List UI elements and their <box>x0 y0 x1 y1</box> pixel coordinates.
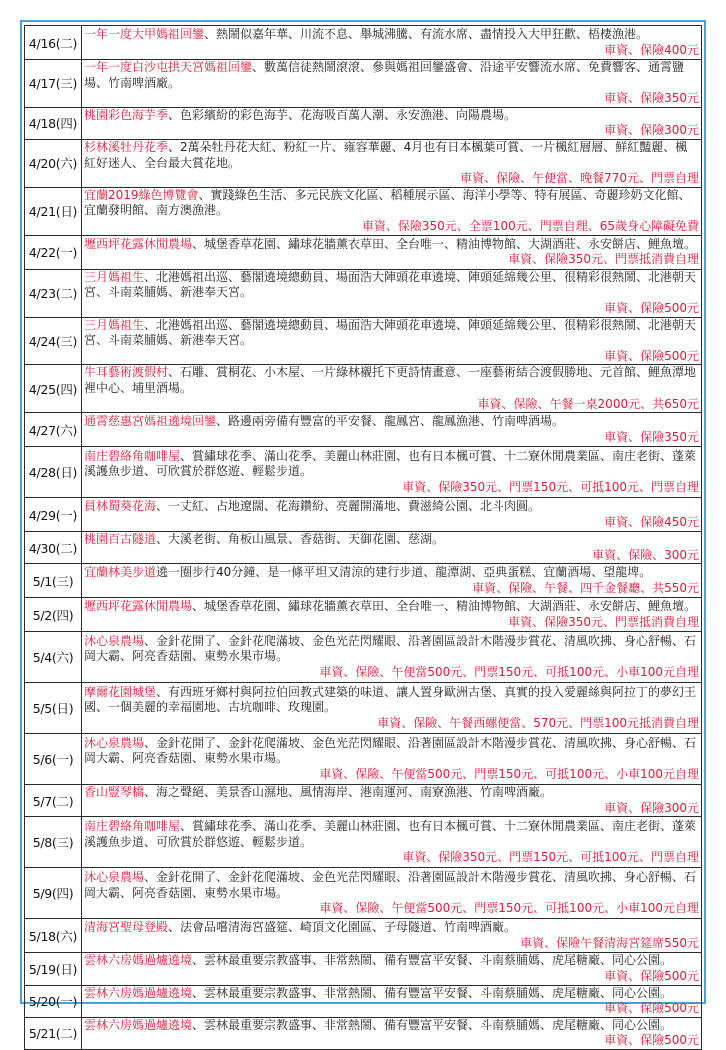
trip-date: 5/4(六) <box>25 632 82 683</box>
trip-description-cell <box>82 60 702 108</box>
trip-row <box>25 919 702 953</box>
trip-row <box>25 985 702 1017</box>
trip-details: 、2萬朵牡丹花大紅、粉紅一片、雍容華麗、4月也有日本楓葉可賞、一片楓紅層層、鮮紅豔麗、楓紅好迷人、全台最大賞花地。 <box>84 139 688 170</box>
trip-description-cell <box>82 139 702 187</box>
trip-row <box>25 187 702 235</box>
trip-details: 、有西班牙鄉村與阿拉伯回教式建築的味道、讓人置身歐洲古堡、真實的投入愛麗絲與阿拉丁的夢幻王國、一個美麗的幸福園地、古坑咖啡、玫瑰園。 <box>84 684 697 715</box>
trip-row <box>25 60 702 108</box>
trip-title: 沐心泉農場 <box>84 870 145 885</box>
trip-title: 南庄碧絡角咖啡屋 <box>84 448 181 463</box>
trip-cost: 車資、保險、午便當500元、門票150元、可抵100元、小車100元自理 <box>319 901 699 916</box>
trip-description-cell <box>82 532 702 564</box>
trip-row <box>25 532 702 564</box>
trip-cost: 車資、保險、午餐一桌2000元、共650元 <box>477 396 699 411</box>
trip-title: 三月媽祖生 <box>84 269 145 284</box>
trip-date: 4/23(二) <box>25 269 82 317</box>
trip-description-cell <box>82 413 702 447</box>
trip-title: 一年一度大甲媽祖回鑾 <box>84 26 205 41</box>
trip-cost: 車資、保險、午便當、晚餐770元、門票自理 <box>460 171 699 186</box>
trip-description-cell <box>82 985 702 1017</box>
trip-date: 4/24(三) <box>25 317 82 365</box>
trip-title: 三月媽祖生 <box>84 317 145 332</box>
trip-title: 壢西坪花露休閒農場 <box>84 599 193 614</box>
trip-title: 杉林溪牡丹花季 <box>84 139 169 154</box>
trip-cost: 車資、保險350元 <box>604 429 699 444</box>
trip-row <box>25 317 702 365</box>
trip-cost: 車資、保險350元、門票150元、可抵100元、門票自理 <box>402 850 699 865</box>
trip-date: 4/30(二) <box>25 532 82 564</box>
trip-date: 5/7(二) <box>25 785 82 817</box>
trip-date: 4/29(一) <box>25 498 82 532</box>
trip-details: 、金針花開了、金針花爬滿坡、金色光茫閃耀眼、沿著園區設計木階漫步賞花、清風吹拂、身心舒暢、石岡大霸、阿亮香菇園、東勢水果市場。 <box>84 870 697 900</box>
trip-details: 、北港媽祖出巡、藝閣遶境總動員、場面浩大陣頭花車遶境、陣頭延綿幾公里、很精彩很熱鬧、北港朝天宮、斗南菜脯媽、新港奉天宮。 <box>84 317 697 348</box>
trip-schedule-table <box>24 25 702 1050</box>
trip-row <box>25 447 702 498</box>
trip-details: 、一丈紅、占地遼闊、花海鑽紛、亮麗開滿地、費滋綺公園、北斗肉圓。 <box>156 499 541 513</box>
trip-details: 、金針花開了、金針花爬滿坡、金色光茫閃耀眼、沿著園區設計木階漫步賞花、清風吹拂、身心舒暢、石岡大霸、阿亮香菇園、東勢水果市場。 <box>84 633 697 664</box>
trip-description-cell <box>82 447 702 498</box>
trip-description-cell <box>82 683 702 734</box>
trip-cost: 車資、保險450元 <box>604 514 699 529</box>
trip-schedule-body <box>25 26 702 1050</box>
trip-title: 桃園彩色海芋季 <box>84 107 169 122</box>
trip-title: 雲林六房媽過爐遶境 <box>84 1017 193 1032</box>
trip-description-cell <box>82 365 702 413</box>
trip-row <box>25 1017 702 1049</box>
trip-title: 雲林六房媽過爐遶境 <box>84 985 193 1000</box>
trip-row <box>25 139 702 187</box>
trip-details: 、石雕、賞桐花、小木屋、一片綠林襯托下更詩情畫意、一座藝術結合渡假勝地、元首館、鯉魚潭地裡中心、埔里酒場。 <box>84 365 697 395</box>
trip-description-cell <box>82 26 702 60</box>
trip-title: 桃園百古隧道 <box>84 532 157 547</box>
trip-date: 5/2(四) <box>25 598 82 632</box>
trip-details: 、熱鬧似嘉年華、川流不息、舉城沸騰、有流水席、盡情投入大甲狂歡、梧棲漁港。 <box>204 26 649 41</box>
trip-date: 4/21(日) <box>25 187 82 235</box>
trip-description-cell <box>82 953 702 985</box>
trip-date: 4/17(三) <box>25 60 82 108</box>
trip-details: 、大溪老街、角板山風景、香菇街、天御花園、慈湖。 <box>156 532 445 547</box>
trip-date: 5/21(二) <box>25 1017 82 1049</box>
trip-date: 5/6(一) <box>25 734 82 785</box>
trip-title: 香山豎琴橋 <box>84 785 145 800</box>
trip-details: 、城堡香草花園、繡球花牆薰衣草田、全台唯一、精油博物館、大湖酒莊、永安餅店、鯉魚壇。 <box>192 599 697 614</box>
trip-title: 南庄碧絡角咖啡屋 <box>84 819 181 834</box>
trip-row <box>25 953 702 985</box>
trip-date: 4/22(一) <box>25 235 82 269</box>
trip-cost: 車資、保險、午餐、四千金餐廳、共550元 <box>472 580 699 595</box>
trip-date: 5/8(三) <box>25 817 82 868</box>
trip-date: 4/16(二) <box>25 26 82 60</box>
trip-title: 摩爾花園城堡 <box>84 684 157 699</box>
trip-row <box>25 365 702 413</box>
trip-cost: 車資、保險350元、全票100元、門票自理、65歲身心障礙免費 <box>361 219 699 234</box>
trip-details: 、雲林最重要宗教盛事、非常熱鬧、備有豐富平安餐、斗南蔡脯媽、虎尾糖廠、同心公園。 <box>192 1017 673 1032</box>
trip-description-cell <box>82 564 702 598</box>
trip-description-cell <box>82 187 702 235</box>
trip-date: 5/5(日) <box>25 683 82 734</box>
trip-row <box>25 632 702 683</box>
trip-cost: 車資、保險350元 <box>604 91 699 106</box>
trip-cost: 車資、保險350元、門票150元、可抵100元、門票自理 <box>402 479 699 494</box>
trip-description-cell <box>82 107 702 139</box>
trip-title: 雲林六房媽過爐遶境 <box>84 953 193 968</box>
trip-cost: 車資、保險350元、門票抵消費自理 <box>508 252 699 267</box>
trip-row <box>25 413 702 447</box>
trip-details: 、金針花開了、金針花爬滿坡、金色光茫閃耀眼、沿著園區設計木階漫步賞花、清風吹拂、身心舒暢、石岡大霸、阿亮香菇園、東勢水果市場。 <box>84 735 697 766</box>
trip-row <box>25 107 702 139</box>
trip-row <box>25 785 702 817</box>
trip-date: 4/25(四) <box>25 365 82 413</box>
trip-details: 、海之聲絕、美景香山濕地、風情海岸、港南運河、南寮漁港、竹南啤酒廠。 <box>144 785 553 800</box>
trip-cost: 車資、保險300元 <box>604 800 699 815</box>
trip-row <box>25 868 702 919</box>
trip-cost: 車資、保險400元 <box>604 42 699 57</box>
trip-row <box>25 235 702 269</box>
trip-details: 、法會品嚐清海宮盛筵、崎頂文化園區、子母隧道、竹南啤酒廠。 <box>168 920 517 935</box>
trip-date: 4/18(四) <box>25 107 82 139</box>
trip-details: 、數萬信徒熱鬧滾滾、參與媽祖回鑾盛會、沿途平安響流水席、免費響客、通霄鹽場、竹南啤酒廠。 <box>84 60 685 90</box>
trip-date: 5/20(一) <box>25 985 82 1017</box>
trip-details: 、城堡香草花園、繡球花牆薰衣草田、全台唯一、精油博物館、大湖酒莊、永安餅店、鯉魚壇。 <box>192 236 697 251</box>
trip-description-cell <box>82 498 702 532</box>
trip-description-cell <box>82 919 702 953</box>
trip-date: 4/27(六) <box>25 413 82 447</box>
trip-title: 宜蘭2019綠色博覽會 <box>84 187 199 202</box>
trip-details: 、雲林最重要宗教盛事、非常熱鬧、備有豐富平安餐、斗南蔡脯媽、虎尾糖廠、同心公園。 <box>192 953 673 968</box>
trip-date: 5/1(三) <box>25 564 82 598</box>
trip-date: 4/20(六) <box>25 139 82 187</box>
trip-description-cell <box>82 269 702 317</box>
trip-row <box>25 598 702 632</box>
trip-date: 5/9(四) <box>25 868 82 919</box>
trip-date: 5/18(六) <box>25 919 82 953</box>
trip-cost: 車資、保險500元 <box>604 1033 699 1048</box>
trip-cost: 車資、保險、午便當500元、門票150元、可抵100元、小車100元自理 <box>319 767 699 782</box>
trip-date: 5/19(日) <box>25 953 82 985</box>
trip-details: 、北港媽祖出巡、藝閣遶境總動員、場面浩大陣頭花車遶境、陣頭延綿幾公里、很精彩很熱鬧、北港朝天宮、斗南菜脯媽、新港奉天宮。 <box>84 269 697 300</box>
trip-description-cell <box>82 598 702 632</box>
trip-description-cell <box>82 868 702 919</box>
trip-details: 、色彩繽紛的彩色海芋、花海吸百萬人潮、永安漁港、向陽農場。 <box>168 107 517 122</box>
trip-description-cell <box>82 734 702 785</box>
trip-details: 遶一圈步行40分鐘、是一條平坦又清涼的建行步道、龍潭湖、亞典蛋糕、宜蘭酒場、望龍埤。 <box>156 565 652 580</box>
trip-cost: 車資、保險500元 <box>604 348 699 363</box>
trip-cost: 車資、保險350元、門票抵消費自理 <box>508 614 699 629</box>
trip-cost: 車資、保險、午便當500元、門票150元、可抵100元、小車100元自理 <box>319 665 699 680</box>
trip-description-cell <box>82 317 702 365</box>
trip-description-cell <box>82 235 702 269</box>
trip-cost: 車資、保險、300元 <box>592 547 699 562</box>
trip-title: 清海宮聖母登殿 <box>84 920 169 935</box>
trip-row <box>25 564 702 598</box>
trip-cost: 車資、保險300元 <box>604 123 699 138</box>
trip-details: 、賞繡球花季、滿山花季、美麗山林莊園、也有日本楓可賞、十二寮休閒農業區、南庄老街、蓬萊溪護魚步道、可欣賞於群悠遊、輕鬆步道。 <box>84 448 697 479</box>
trip-cost: 車資、保險午餐清海宮筵席550元 <box>520 935 699 950</box>
trip-cost: 車資、保險500元 <box>604 969 699 984</box>
trip-description-cell <box>82 1017 702 1049</box>
trip-title: 壢西坪花露休閒農場 <box>84 236 193 251</box>
trip-description-cell <box>82 785 702 817</box>
trip-cost: 車資、保險500元 <box>604 300 699 315</box>
trip-row <box>25 734 702 785</box>
trip-title: 通霄慈惠宮媽祖遶境回鑾 <box>84 414 217 428</box>
trip-details: 、路邊兩旁備有豐富的平安餐、龍鳳宮、龍鳳漁港、竹南啤酒場。 <box>216 414 565 428</box>
trip-details: 、雲林最重要宗教盛事、非常熱鬧、備有豐富平安餐、斗南蔡脯媽、虎尾糖廠、同心公園。 <box>192 985 673 1000</box>
trip-row <box>25 269 702 317</box>
trip-title: 一年一度白沙屯拱天宮媽祖回鑾 <box>84 60 253 74</box>
trip-title: 員林蜀葵花海 <box>84 499 157 513</box>
trip-cost: 車資、保險、午餐西螺便當、570元、門票100元抵消費自理 <box>377 716 699 731</box>
trip-title: 宜蘭林美步道 <box>84 565 157 580</box>
trip-description-cell <box>82 632 702 683</box>
trip-details: 、賞繡球花季、滿山花季、美麗山林莊園、也有日本楓可賞、十二寮休閒農業區、南庄老街、蓬萊溪護魚步道、可欣賞於群悠遊、輕鬆步道。 <box>84 819 697 849</box>
trip-row <box>25 26 702 60</box>
trip-date: 4/28(日) <box>25 447 82 498</box>
trip-title: 沐心泉農場 <box>84 633 145 648</box>
trip-title: 牛耳藝術渡假村 <box>84 365 169 380</box>
trip-row <box>25 817 702 868</box>
trip-details: 、實踐綠色生活、多元民族文化區、稻種展示區、海洋小學等、特有展區、奇麗珍奶文化館、宜蘭發明館、南方澳漁港。 <box>84 187 691 218</box>
trip-row <box>25 498 702 532</box>
trip-row <box>25 683 702 734</box>
trip-cost: 車資、保險500元 <box>604 1001 699 1016</box>
trip-description-cell <box>82 817 702 868</box>
trip-title: 沐心泉農場 <box>84 735 145 750</box>
